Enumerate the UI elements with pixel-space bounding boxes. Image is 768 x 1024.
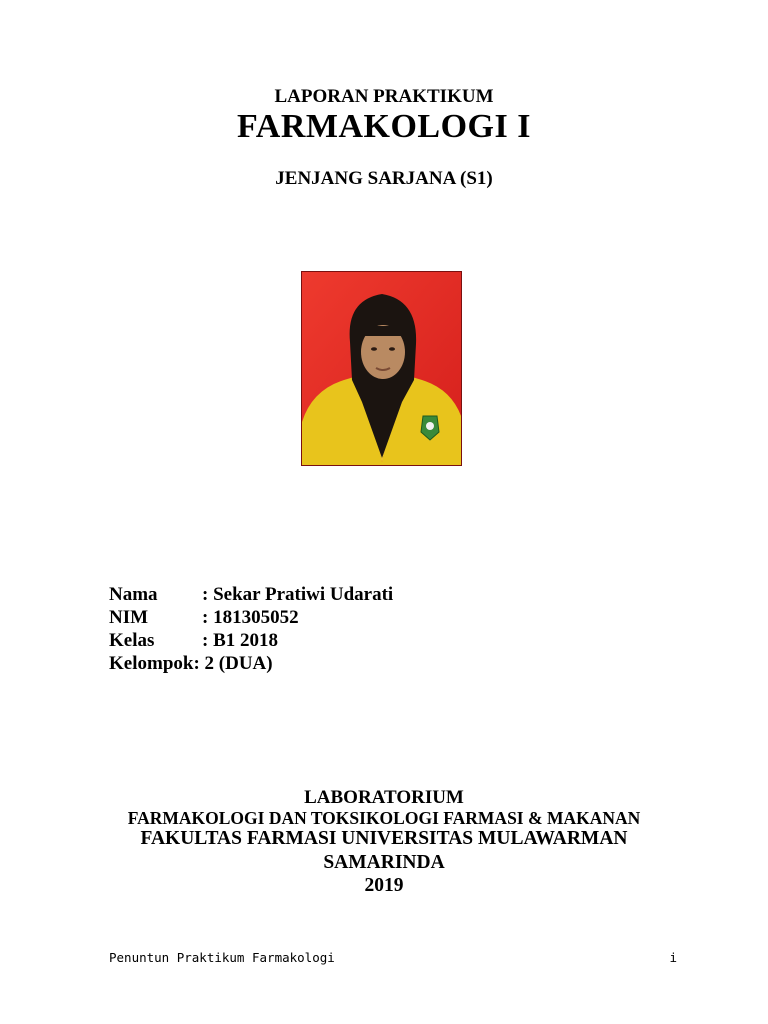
info-value-kelas: : B1 2018: [202, 630, 278, 651]
page-footer: [109, 950, 677, 965]
info-value-kelompok: : 2 (DUA): [193, 653, 273, 674]
city-name: SAMARINDA: [323, 852, 445, 873]
info-label-nama: Nama: [109, 584, 158, 605]
info-label-kelompok: Kelompok: [109, 653, 194, 674]
info-label-kelas: Kelas: [109, 630, 155, 651]
info-row-kelompok: [109, 652, 393, 675]
lab-title: LABORATORIUM: [304, 787, 464, 808]
student-info: [109, 583, 393, 675]
footer-title: Penuntun Praktikum Farmakologi: [109, 950, 335, 965]
info-value-nim: : 181305052: [202, 607, 299, 628]
year: 2019: [364, 875, 404, 896]
page-number: i: [669, 950, 677, 965]
page-title: FARMAKOLOGI I: [237, 108, 531, 145]
info-row-nim: [109, 606, 393, 629]
student-portrait-icon: [302, 272, 462, 466]
info-row-nama: [109, 583, 393, 606]
info-label-nim: NIM: [109, 607, 149, 628]
faculty-name: FAKULTAS FARMASI UNIVERSITAS MULAWARMAN: [140, 828, 628, 849]
program-level: JENJANG SARJANA (S1): [275, 168, 493, 189]
info-row-kelas: [109, 629, 393, 652]
info-value-nama: : Sekar Pratiwi Udarati: [202, 584, 394, 605]
report-type: LAPORAN PRAKTIKUM: [274, 86, 494, 107]
student-photo: [301, 271, 462, 466]
department-name: FARMAKOLOGI DAN TOKSIKOLOGI FARMASI & MAKANAN: [127, 808, 641, 828]
